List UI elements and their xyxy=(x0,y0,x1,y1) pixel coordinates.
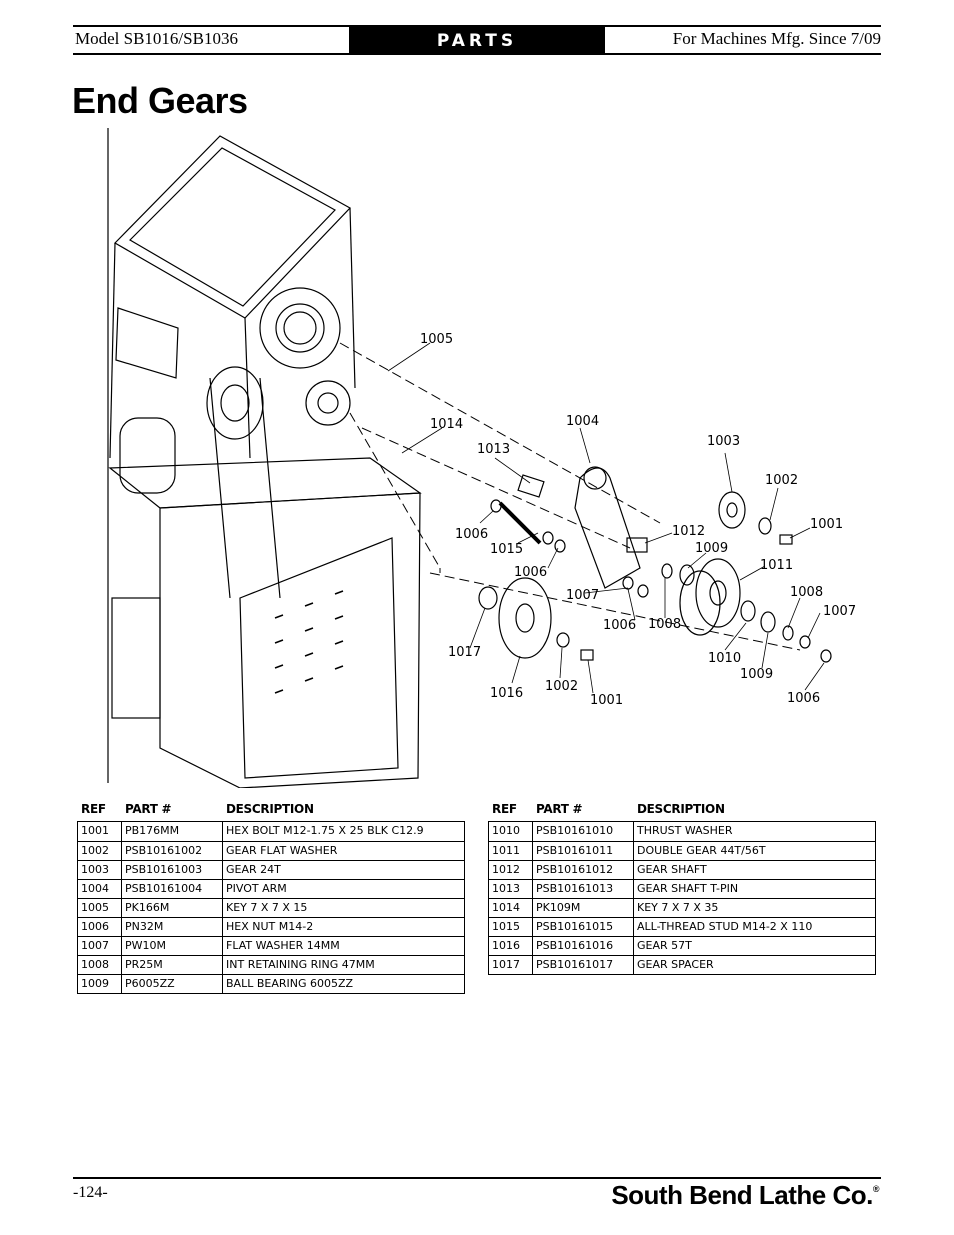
table-row xyxy=(489,822,875,841)
description-cell: PIVOT ARM xyxy=(226,882,287,895)
part-cell: PSB10161011 xyxy=(533,842,634,860)
header-bottom-rule xyxy=(73,53,881,55)
ref-cell: 1014 xyxy=(489,899,533,917)
brand-name: South Bend Lathe Co. xyxy=(611,1180,873,1210)
callout-1011: 1011 xyxy=(760,558,794,573)
part-cell: PSB10161013 xyxy=(533,880,634,898)
ref-cell: 1011 xyxy=(489,842,533,860)
part-cell: PSB10161015 xyxy=(533,918,634,936)
part-cell: PK109M xyxy=(533,899,634,917)
part-cell: PK166M xyxy=(122,899,223,917)
table-header xyxy=(77,799,465,821)
callout-1008: 1008 xyxy=(790,585,824,600)
table-header xyxy=(488,799,876,821)
description-cell: HEX BOLT M12-1.75 X 25 BLK C12.9 xyxy=(226,824,424,837)
ref-cell: 1008 xyxy=(78,956,122,974)
table-row xyxy=(78,898,464,917)
table-row xyxy=(78,955,464,974)
description-header: DESCRIPTION xyxy=(226,802,314,816)
end-gears-diagram xyxy=(100,128,880,788)
callout-1004: 1004 xyxy=(566,414,600,429)
description-cell: HEX NUT M14-2 xyxy=(226,920,314,933)
part-cell: P6005ZZ xyxy=(122,975,223,993)
ref-cell: 1010 xyxy=(489,822,533,841)
part-header: PART # xyxy=(536,802,583,816)
table-row xyxy=(78,879,464,898)
ref-cell: 1004 xyxy=(78,880,122,898)
callout-1001: 1001 xyxy=(590,693,624,708)
callout-1006: 1006 xyxy=(603,618,637,633)
ref-header: REF xyxy=(492,802,517,816)
ref-cell: 1017 xyxy=(489,956,533,974)
part-cell: PN32M xyxy=(122,918,223,936)
part-cell: PSB10161003 xyxy=(122,861,223,879)
ref-cell: 1005 xyxy=(78,899,122,917)
description-header: DESCRIPTION xyxy=(637,802,725,816)
description-cell: GEAR FLAT WASHER xyxy=(226,844,338,857)
callout-1006: 1006 xyxy=(787,691,821,706)
table-row xyxy=(489,841,875,860)
table-row xyxy=(78,860,464,879)
callout-1006: 1006 xyxy=(514,565,548,580)
ref-cell: 1016 xyxy=(489,937,533,955)
description-cell: GEAR 57T xyxy=(637,939,692,952)
ref-cell: 1007 xyxy=(78,937,122,955)
part-cell: PW10M xyxy=(122,937,223,955)
ref-cell: 1003 xyxy=(78,861,122,879)
callout-1002: 1002 xyxy=(765,473,799,488)
description-cell: FLAT WASHER 14MM xyxy=(226,939,340,952)
part-cell: PSB10161004 xyxy=(122,880,223,898)
footer-rule xyxy=(73,1177,881,1179)
description-cell: GEAR SHAFT T-PIN xyxy=(637,882,739,895)
part-cell: PSB10161012 xyxy=(533,861,634,879)
callout-1014: 1014 xyxy=(430,417,464,432)
description-cell: THRUST WASHER xyxy=(637,824,733,837)
machines-label: For Machines Mfg. Since 7/09 xyxy=(672,29,881,48)
table-row xyxy=(489,936,875,955)
section-tab: PARTS xyxy=(349,27,605,54)
parts-table-right xyxy=(488,799,876,975)
ref-cell: 1001 xyxy=(78,822,122,841)
description-cell: BALL BEARING 6005ZZ xyxy=(226,977,354,990)
description-cell: GEAR SHAFT xyxy=(637,863,707,876)
parts-table-left xyxy=(77,799,465,994)
callout-1007: 1007 xyxy=(566,588,600,603)
callout-1003: 1003 xyxy=(707,434,741,449)
description-cell: DOUBLE GEAR 44T/56T xyxy=(637,844,766,857)
callout-1016: 1016 xyxy=(490,686,524,701)
table-row xyxy=(489,955,875,974)
brand-logo xyxy=(611,1180,879,1211)
description-cell: GEAR SPACER xyxy=(637,958,714,971)
description-cell: KEY 7 X 7 X 35 xyxy=(637,901,719,914)
table-row xyxy=(78,917,464,936)
table-row xyxy=(78,841,464,860)
page-number: -124- xyxy=(73,1184,108,1201)
description-cell: GEAR 24T xyxy=(226,863,281,876)
ref-cell: 1002 xyxy=(78,842,122,860)
table-row xyxy=(489,917,875,936)
description-cell: KEY 7 X 7 X 15 xyxy=(226,901,308,914)
callout-1010: 1010 xyxy=(708,651,742,666)
table-row xyxy=(489,898,875,917)
callout-1009: 1009 xyxy=(695,541,729,556)
callout-1013: 1013 xyxy=(477,442,511,457)
table-row xyxy=(78,936,464,955)
table-row xyxy=(489,879,875,898)
part-header: PART # xyxy=(125,802,172,816)
callout-1001: 1001 xyxy=(810,517,844,532)
ref-cell: 1013 xyxy=(489,880,533,898)
ref-cell: 1012 xyxy=(489,861,533,879)
ref-cell: 1006 xyxy=(78,918,122,936)
table-row xyxy=(78,822,464,841)
model-label: Model SB1016/SB1036 xyxy=(75,29,238,48)
ref-header: REF xyxy=(81,802,106,816)
part-cell: PSB10161010 xyxy=(533,822,634,841)
part-cell: PSB10161016 xyxy=(533,937,634,955)
table-row xyxy=(78,974,464,993)
ref-cell: 1015 xyxy=(489,918,533,936)
callout-1012: 1012 xyxy=(672,524,706,539)
part-cell: PSB10161002 xyxy=(122,842,223,860)
callout-1006: 1006 xyxy=(455,527,489,542)
callout-1009: 1009 xyxy=(740,667,774,682)
callout-1007: 1007 xyxy=(823,604,857,619)
callout-1017: 1017 xyxy=(448,645,482,660)
registered-mark: ® xyxy=(872,1184,879,1194)
description-cell: INT RETAINING RING 47MM xyxy=(226,958,375,971)
callout-1008: 1008 xyxy=(648,617,682,632)
callout-1015: 1015 xyxy=(490,542,524,557)
part-cell: PR25M xyxy=(122,956,223,974)
callout-1002: 1002 xyxy=(545,679,579,694)
part-cell: PB176MM xyxy=(122,822,223,841)
ref-cell: 1009 xyxy=(78,975,122,993)
callout-1005: 1005 xyxy=(420,332,454,347)
table-row xyxy=(489,860,875,879)
description-cell: ALL-THREAD STUD M14-2 X 110 xyxy=(637,920,813,933)
part-cell: PSB10161017 xyxy=(533,956,634,974)
page-title: End Gears xyxy=(72,80,248,121)
